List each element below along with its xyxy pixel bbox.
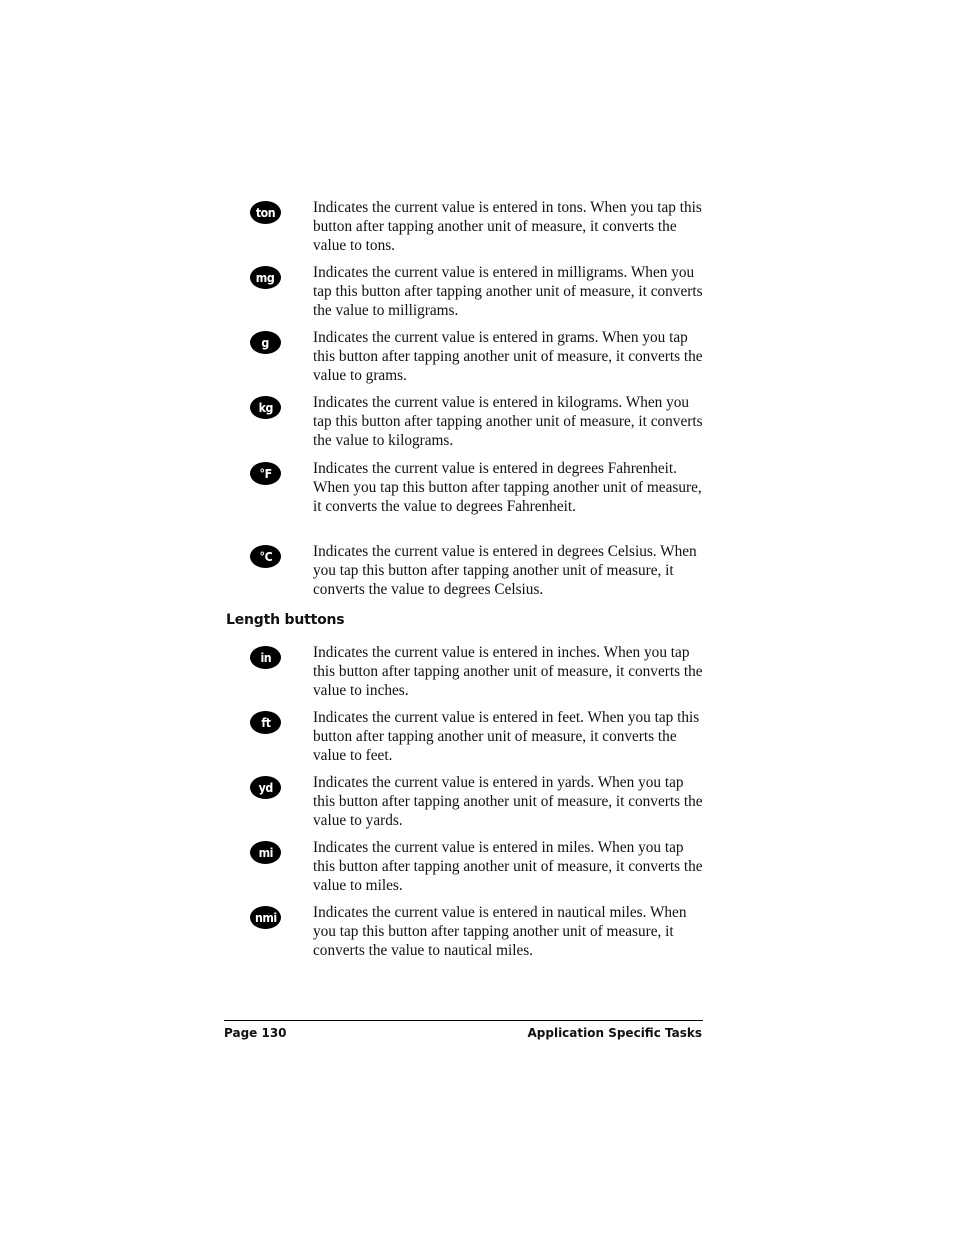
kg-button-icon: kg xyxy=(250,396,281,419)
kg-description: Indicates the current value is entered in kilograms. When you tap this button after tapping another unit of measure, it converts the value to kilograms. xyxy=(313,394,703,449)
ton-button-icon: ton xyxy=(250,201,281,224)
inches-button-icon: in xyxy=(250,646,281,669)
miles-button-icon: mi xyxy=(250,841,281,864)
inches-description: Indicates the current value is entered in inches. When you tap this button after tapping another unit of measure, it converts the value to inches. xyxy=(313,644,703,699)
page-number: Page 130 xyxy=(224,1026,287,1040)
fahrenheit-description: Indicates the current value is entered in degrees Fahrenheit. When you tap this button after tapping another unit of measure, it converts the value to degrees Fahrenheit. xyxy=(313,460,702,515)
yards-button-icon: yd xyxy=(250,776,281,799)
ton-description: Indicates the current value is entered in tons. When you tap this button after tapping another unit of measure, it converts the value to tons. xyxy=(313,199,702,254)
feet-description: Indicates the current value is entered in feet. When you tap this button after tapping another unit of measure, it converts the value to feet. xyxy=(313,709,700,764)
mg-button-icon: mg xyxy=(250,266,281,289)
length-buttons-heading: Length buttons xyxy=(226,612,345,628)
g-description: Indicates the current value is entered in grams. When you tap this button after tapping another unit of measure, it converts the value to grams. xyxy=(313,329,703,384)
fahrenheit-button-icon: °F xyxy=(250,462,281,485)
mg-description: Indicates the current value is entered in milligrams. When you tap this button after tapping another unit of measure, it converts the value to milligrams. xyxy=(313,264,703,319)
feet-button-icon: ft xyxy=(250,711,281,734)
yards-description: Indicates the current value is entered in yards. When you tap this button after tapping another unit of measure, it converts the value to yards. xyxy=(313,774,703,829)
footer-section-title: Application Specific Tasks xyxy=(527,1026,702,1040)
nautical-miles-description: Indicates the current value is entered in nautical miles. When you tap this button after tapping another unit of measure, it converts the value to nautical miles. xyxy=(313,904,687,959)
nautical-miles-button-icon: nmi xyxy=(250,906,281,929)
celsius-description: Indicates the current value is entered in degrees Celsius. When you tap this button after tapping another unit of measure, it converts the value to degrees Celsius. xyxy=(313,543,697,598)
footer-divider xyxy=(224,1020,703,1021)
g-button-icon: g xyxy=(250,331,281,354)
miles-description: Indicates the current value is entered in miles. When you tap this button after tapping another unit of measure, it converts the value to miles. xyxy=(313,839,703,894)
celsius-button-icon: °C xyxy=(250,545,281,568)
